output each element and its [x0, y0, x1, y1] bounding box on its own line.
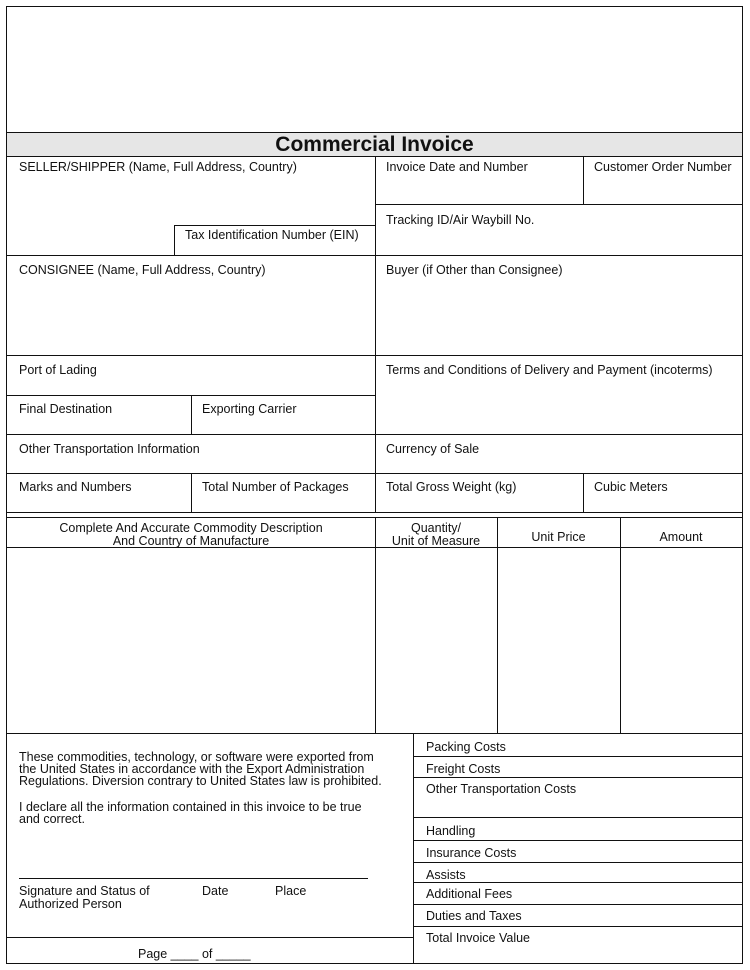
packing-costs-label[interactable]: Packing Costs	[426, 740, 506, 754]
divider	[583, 156, 584, 204]
table-header-quantity-line2: Unit of Measure	[391, 534, 481, 548]
page-number-label[interactable]: Page ____ of _____	[138, 947, 251, 961]
place-label: Place	[275, 884, 307, 898]
cubic-meters-label[interactable]: Cubic Meters	[594, 480, 668, 494]
signature-label-line2: Authorized Person	[19, 897, 122, 911]
divider	[583, 473, 584, 512]
divider	[413, 733, 414, 964]
total-packages-label[interactable]: Total Number of Packages	[202, 480, 349, 494]
table-body-area[interactable]	[7, 548, 742, 733]
table-header-amount: Amount	[659, 530, 703, 544]
divider	[413, 882, 742, 883]
divider	[191, 473, 192, 512]
freight-costs-label[interactable]: Freight Costs	[426, 762, 501, 776]
seller-field-label[interactable]: SELLER/SHIPPER (Name, Full Address, Country)	[19, 160, 297, 174]
divider	[413, 926, 742, 927]
divider	[7, 473, 742, 474]
assists-label[interactable]: Assists	[426, 868, 466, 882]
table-header-description-line2: And Country of Manufacture	[112, 534, 270, 548]
table-header-description-line1: Complete And Accurate Commodity Description	[59, 521, 323, 535]
marks-numbers-label[interactable]: Marks and Numbers	[19, 480, 132, 494]
total-invoice-value-label[interactable]: Total Invoice Value	[426, 931, 530, 945]
divider	[191, 395, 192, 434]
consignee-field-label[interactable]: CONSIGNEE (Name, Full Address, Country)	[19, 263, 266, 277]
customer-order-label[interactable]: Customer Order Number	[594, 160, 732, 174]
port-of-lading-label[interactable]: Port of Lading	[19, 363, 97, 377]
table-header-unit-price: Unit Price	[531, 530, 586, 544]
divider	[375, 204, 742, 205]
additional-fees-label[interactable]: Additional Fees	[426, 887, 513, 901]
divider	[7, 937, 413, 938]
divider	[7, 355, 742, 356]
signature-label-line1: Signature and Status of	[19, 884, 150, 898]
date-label: Date	[202, 884, 229, 898]
divider	[375, 156, 376, 512]
divider	[7, 434, 742, 435]
divider	[413, 777, 742, 778]
declaration-line2: and correct.	[19, 812, 86, 826]
export-statement-line3: Regulations. Diversion contrary to United States law is prohibited.	[19, 774, 382, 788]
divider	[7, 512, 742, 513]
divider	[174, 225, 375, 226]
gross-weight-label[interactable]: Total Gross Weight (kg)	[386, 480, 517, 494]
buyer-field-label[interactable]: Buyer (if Other than Consignee)	[386, 263, 563, 277]
currency-label[interactable]: Currency of Sale	[386, 442, 480, 456]
page-title: Commercial Invoice	[275, 133, 474, 156]
tax-id-label[interactable]: Tax Identification Number (EIN)	[185, 228, 359, 242]
terms-label[interactable]: Terms and Conditions of Delivery and Payment (incoterms)	[386, 363, 713, 377]
other-transport-info-label[interactable]: Other Transportation Information	[19, 442, 200, 456]
duties-taxes-label[interactable]: Duties and Taxes	[426, 909, 522, 923]
export-statement-line2: the United States in accordance with the Export Administration	[19, 762, 365, 776]
declaration-line1: I declare all the information contained in this invoice to be true	[19, 800, 362, 814]
signature-line[interactable]	[19, 878, 368, 879]
final-destination-label[interactable]: Final Destination	[19, 402, 113, 416]
divider	[413, 862, 742, 863]
divider	[413, 756, 742, 757]
other-transport-costs-label[interactable]: Other Transportation Costs	[426, 782, 577, 796]
divider	[413, 817, 742, 818]
insurance-costs-label[interactable]: Insurance Costs	[426, 846, 517, 860]
invoice-date-number-label[interactable]: Invoice Date and Number	[386, 160, 528, 174]
handling-label[interactable]: Handling	[426, 824, 476, 838]
export-statement-line1: These commodities, technology, or software were exported from	[19, 750, 374, 764]
divider	[7, 733, 742, 734]
table-header-quantity-line1: Quantity/	[410, 521, 462, 535]
divider	[7, 255, 742, 256]
divider	[413, 904, 742, 905]
divider	[7, 132, 742, 133]
divider	[174, 225, 175, 255]
exporting-carrier-label[interactable]: Exporting Carrier	[202, 402, 297, 416]
divider	[413, 840, 742, 841]
tracking-label[interactable]: Tracking ID/Air Waybill No.	[386, 213, 535, 227]
